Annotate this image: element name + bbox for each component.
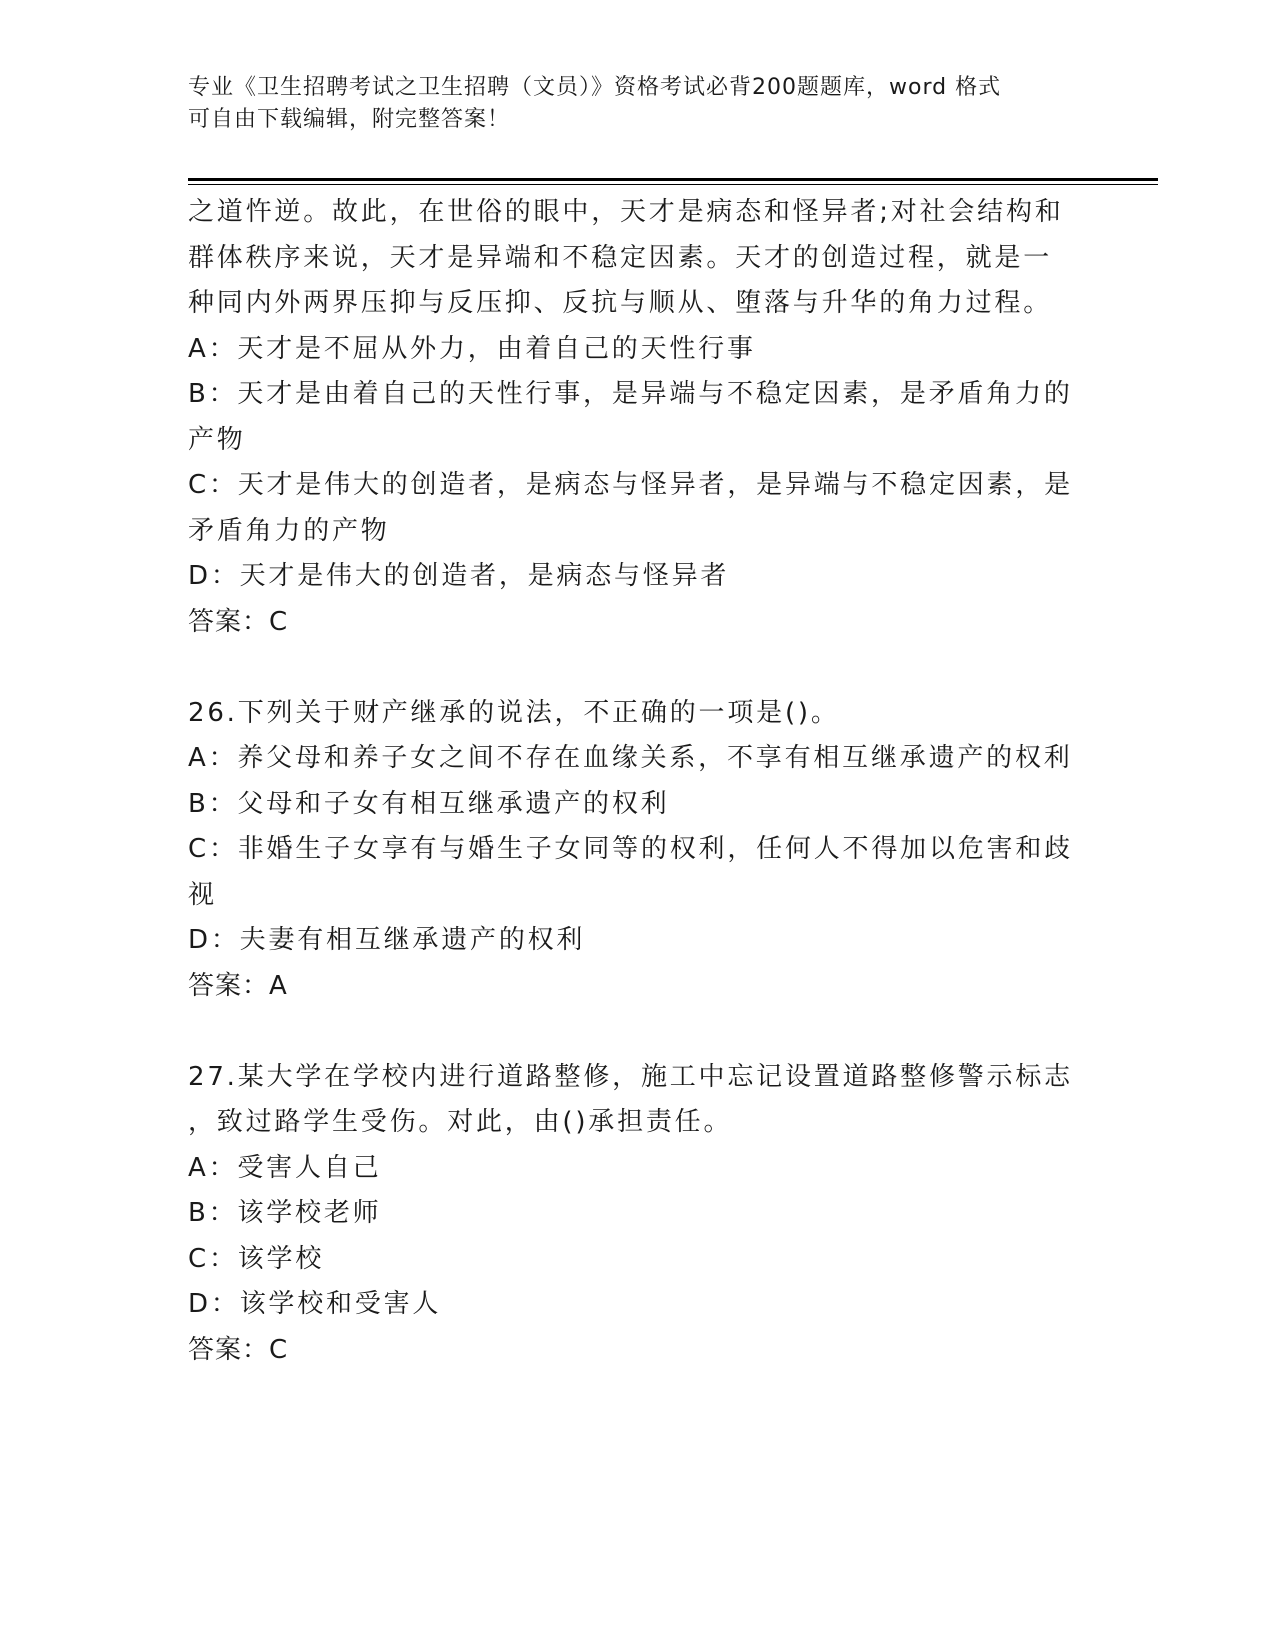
option-d: D：该学校和受害人 (188, 1289, 442, 1319)
option-a: A：受害人自己 (188, 1152, 382, 1183)
option-c-continued: 视 (188, 879, 217, 910)
answer-line: 答案：A (188, 970, 288, 1001)
passage-line: 群体秩序来说，天才是异端和不稳定因素。天才的创造过程，就是一 (188, 242, 1053, 273)
option-d: D：天才是伟大的创造者，是病态与怪异者 (188, 561, 730, 591)
document-header (188, 72, 1088, 136)
header-rule-thick (188, 178, 1158, 181)
question-26 (188, 691, 1083, 1010)
spacer (188, 645, 1083, 691)
header-rule-thin (188, 184, 1158, 185)
question-stem: 27.某大学在学校内进行道路整修，施工中忘记设置道路整修警示标志 (188, 1061, 1073, 1092)
question-25 (188, 190, 1083, 645)
answer-line: 答案：C (188, 606, 289, 637)
option-a: A：天才是不屈从外力，由着自己的天性行事 (188, 333, 756, 364)
option-c: C：天才是伟大的创造者，是病态与怪异者，是异端与不稳定因素，是 (188, 470, 1073, 500)
passage-line: 种同内外两界压抑与反压抑、反抗与顺从、堕落与升华的角力过程。 (188, 288, 1053, 318)
answer-line: 答案：C (188, 1334, 289, 1365)
option-d: D：夫妻有相互继承遗产的权利 (188, 925, 586, 955)
option-b: B：天才是由着自己的天性行事，是异端与不稳定因素，是矛盾角力的 (188, 379, 1073, 409)
option-b: B：该学校老师 (188, 1198, 382, 1228)
option-c: C：该学校 (188, 1243, 325, 1274)
option-b-continued: 产物 (188, 424, 246, 455)
spacer (188, 1009, 1083, 1055)
option-b: B：父母和子女有相互继承遗产的权利 (188, 788, 670, 819)
option-a: A：养父母和养子女之间不存在血缘关系，不享有相互继承遗产的权利 (188, 743, 1073, 773)
option-c-continued: 矛盾角力的产物 (188, 515, 390, 546)
document-body (188, 190, 1083, 1373)
question-27 (188, 1055, 1083, 1374)
passage-line: 之道忤逆。故此，在世俗的眼中，天才是病态和怪异者;对社会结构和 (188, 197, 1064, 227)
question-stem-continued: ，致过路学生受伤。对此，由()承担责任。 (188, 1107, 733, 1137)
header-title-line-1: 专业《卫生招聘考试之卫生招聘（文员）》资格考试必背200题题库，word 格式 (188, 75, 1002, 100)
option-c: C：非婚生子女享有与婚生子女同等的权利，任何人不得加以危害和歧 (188, 834, 1073, 864)
header-title-line-2: 可自由下载编辑，附完整答案！ (188, 107, 511, 132)
question-stem: 26.下列关于财产继承的说法，不正确的一项是()。 (188, 697, 840, 728)
